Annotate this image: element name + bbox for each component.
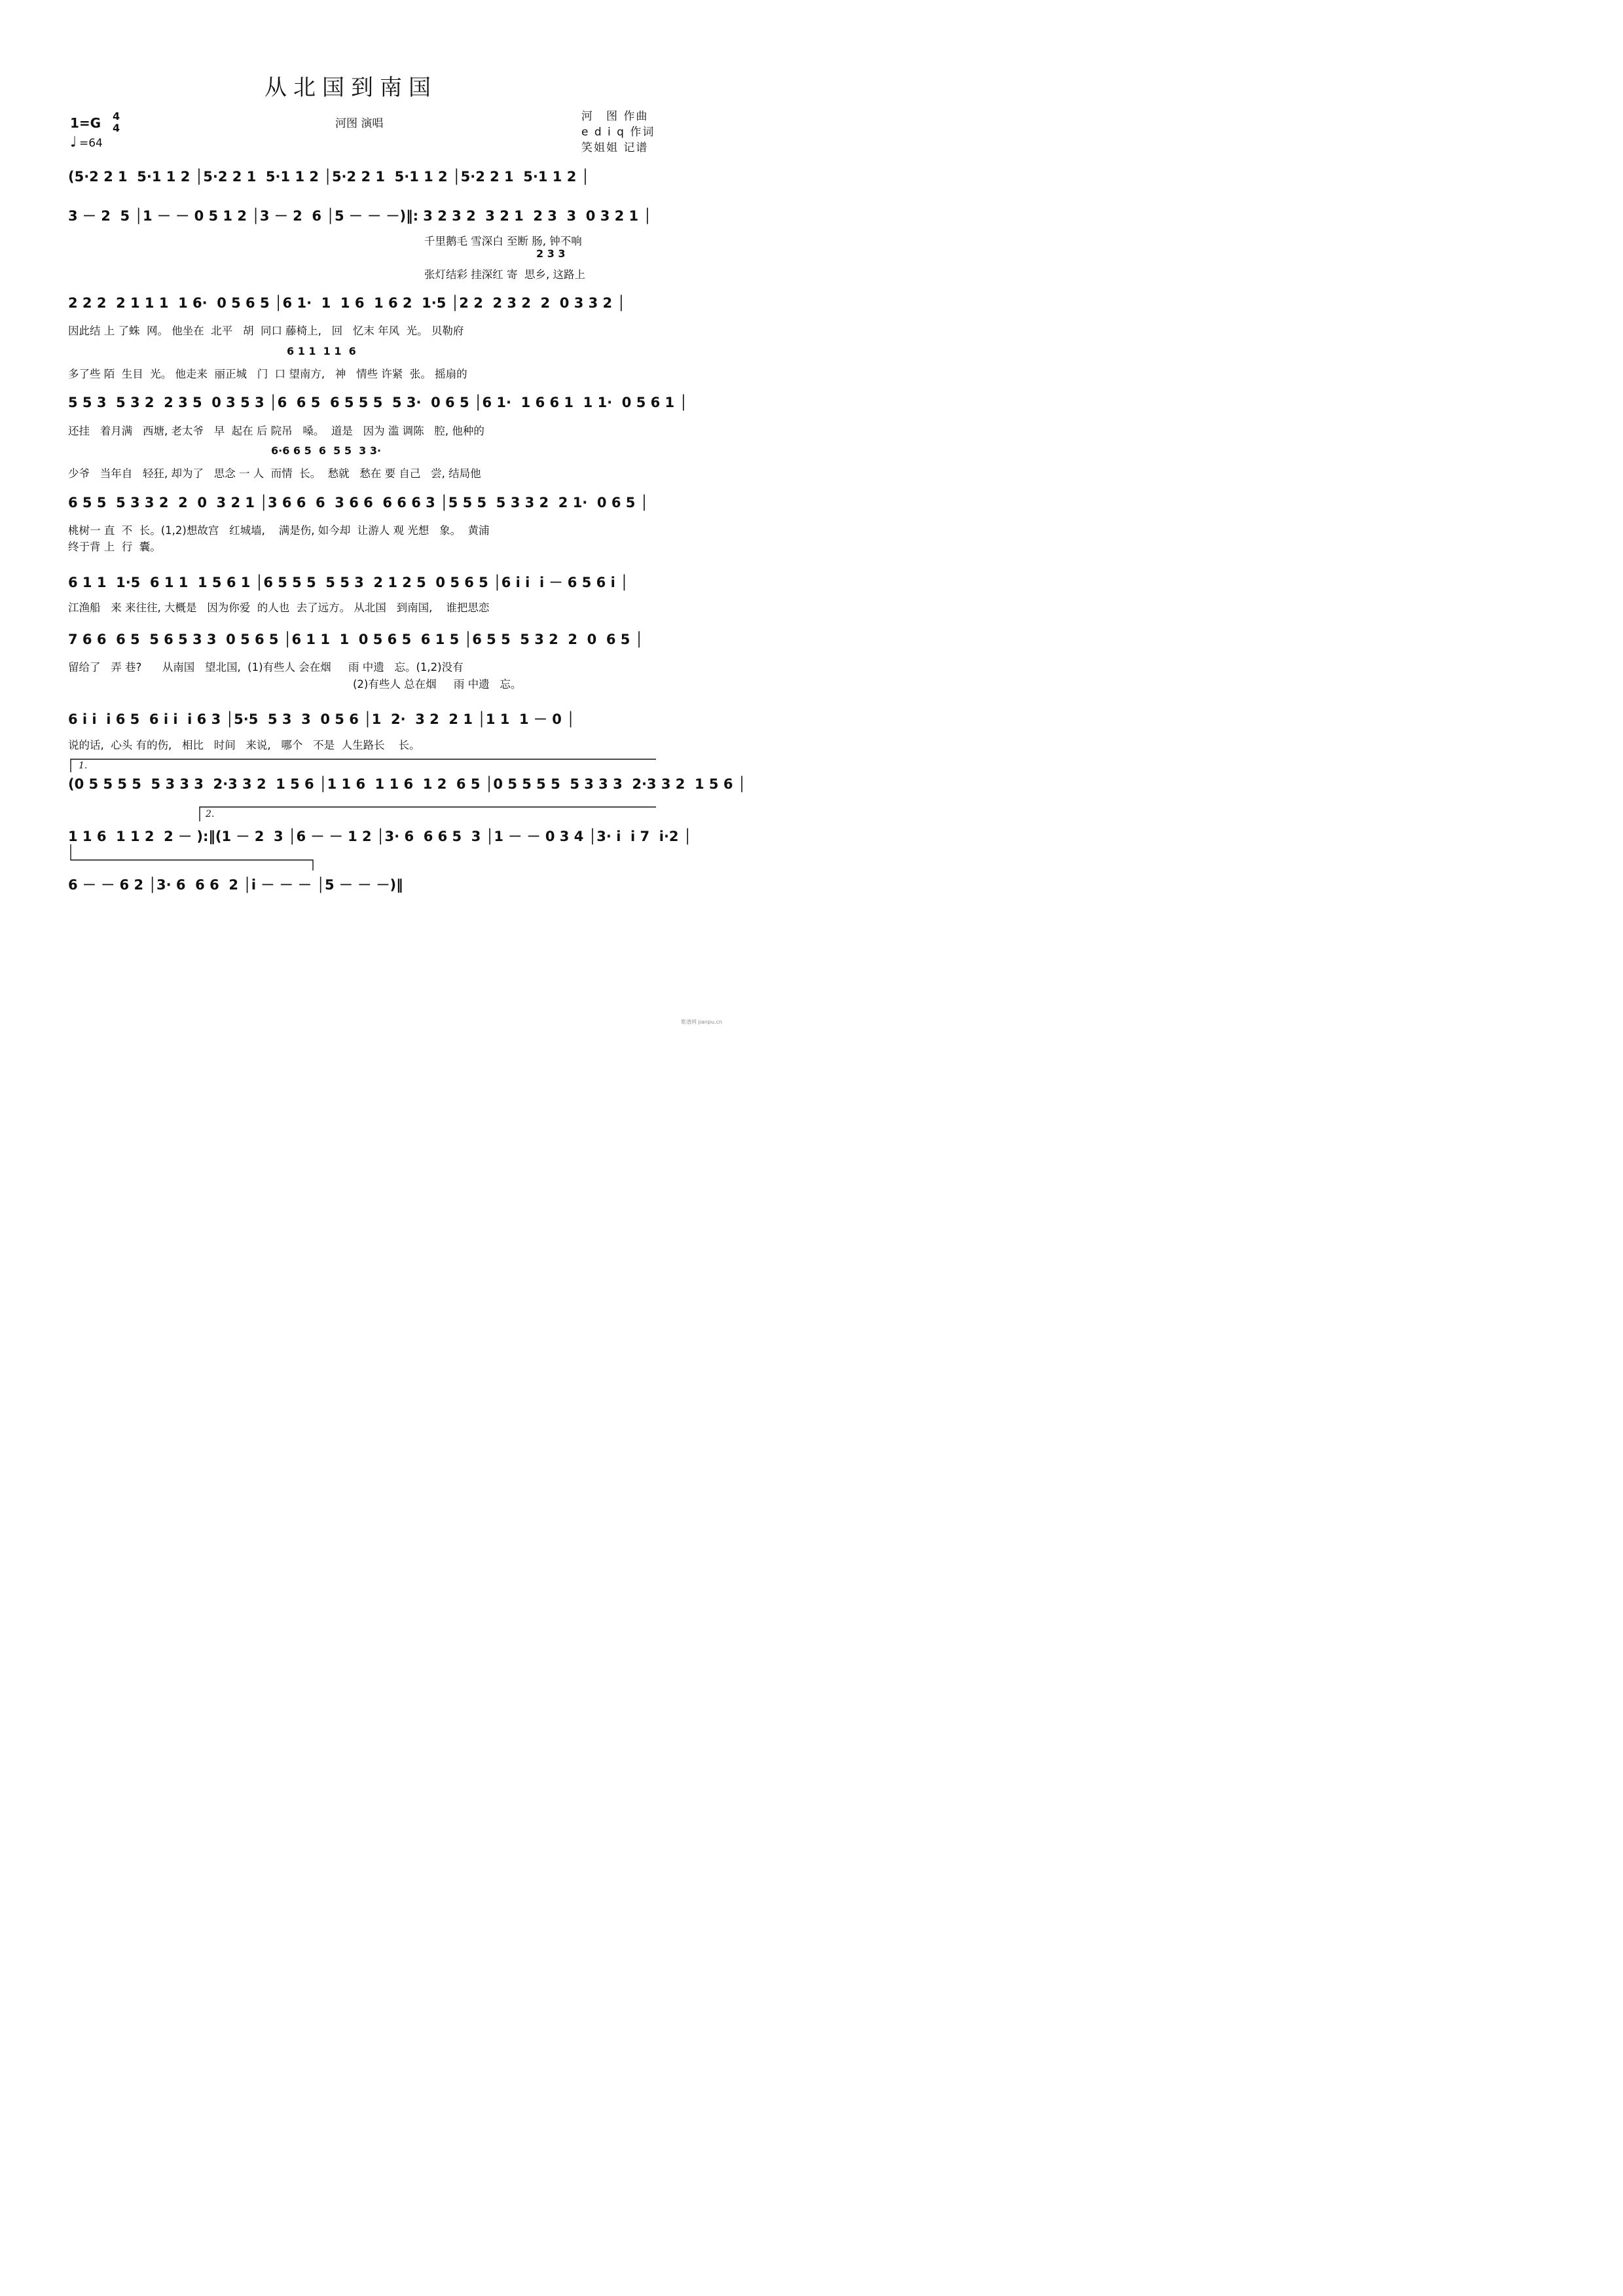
lyrics-row-6: 江渔船 来 来往往, 大概是 因为你爱 的人也 去了远方。 从北国 到南国, 谁把思恋 [68, 601, 490, 614]
lyrics-row-7-verse-2: (2)有些人 总在烟 雨 中遗 忘。 [353, 678, 522, 691]
lyrics-row-3-verse-2: 多了些 陌 生目 光。 他走来 丽正城 门 口 望南方, 神 情些 许紧 张。 摇扇的 [68, 368, 467, 380]
score-row-5-notes: 6 5 5 5 3 3 2 2 0 3 2 1 │3 6 6 6 3 6 6 6 6 6 3 │5 5 5 5 3 3 2 2 1· 0 6 5 │ [68, 495, 649, 511]
alt-notes-row-4: 6·6 6 5 6 5 5 3 3· [271, 444, 382, 457]
score-row-9-notes: (0 5 5 5 5 5 3 3 3 2·3 3 2 1 5 6 │1 1 6 1 1 6 1 2 6 5 │0 5 5 5 5 5 3 3 3 2·3 3 2 1 5 6 │ [68, 776, 746, 792]
score-row-10-notes: 1 1 6 1 1 2 2 － ):‖(1 － 2 3 │6 － － 1 2 │3· 6 6 6 5 3 │1 － － 0 3 4 │3· i i 7 i·2 │ [68, 829, 692, 844]
lyrics-row-2-verse-1: 千里鹅毛 雪深白 至断 肠, 钟不响 [424, 235, 582, 247]
lyrics-row-5-verse-1: 桃树一 直 不 长。(1,2)想故宫 红城墙, 满是伤, 如今却 让游人 观 光想 象。 黄浦 [68, 524, 490, 537]
time-signature-bottom: 4 [113, 122, 120, 134]
score-row-1-notes: (5·2 2 1 5·1 1 2 │5·2 2 1 5·1 1 2 │5·2 2 1 5·1 1 2 │5·2 2 1 5·1 1 2 │ [68, 169, 590, 185]
lyrics-row-5-verse-2: 终于背 上 行 囊。 [68, 541, 161, 553]
lyrics-row-4-verse-1: 还挂 着月满 西塘, 老太爷 早 起在 后 院吊 嗓。 道是 因为 滥 调陈 腔, 他种的 [68, 425, 484, 437]
volta-2-label: 2. [206, 809, 215, 819]
watermark: 歌谱网 jianpu.cn [681, 1019, 723, 1025]
score-row-3-notes: 2 2 2 2 1 1 1 1 6· 0 5 6 5 │6 1· 1 1 6 1 6 2 1·5 │2 2 2 3 2 2 0 3 3 2 │ [68, 295, 626, 311]
volta-1-label: 1. [79, 761, 88, 771]
score-row-8-notes: 6 i i i 6 5 6 i i i 6 3 │5·5 5 3 3 0 5 6 │1 2· 3 2 2 1 │1 1 1 － 0 │ [68, 711, 575, 727]
composer-credit: 河 图 作曲 [581, 110, 649, 123]
key-signature: 1=G [70, 115, 101, 131]
score-row-6-notes: 6 1 1 1·5 6 1 1 1 5 6 1 │6 5 5 5 5 5 3 2 1 2 5 0 5 6 5 │6 i i i － 6 5 6 i │ [68, 575, 629, 590]
score-row-4-notes: 5 5 3 5 3 2 2 3 5 0 3 5 3 │6 6 5 6 5 5 5 5 3· 0 6 5 │6 1· 1 6 6 1 1 1· 0 5 6 1 │ [68, 395, 688, 410]
performer: 河图 演唱 [335, 117, 384, 130]
score-row-7-notes: 7 6 6 6 5 5 6 5 3 3 0 5 6 5 │6 1 1 1 0 5 6 5 6 1 5 │6 5 5 5 3 2 2 0 6 5 │ [68, 632, 644, 647]
lyrics-row-8: 说的话, 心头 有的伤, 相比 时间 来说, 哪个 不是 人生路长 长。 [68, 739, 420, 751]
tempo-marking: =64 [79, 137, 103, 150]
score-row-11-notes: 6 － － 6 2 │3· 6 6 6 2 │i － － － │5 － － －)‖ [68, 877, 403, 893]
score-row-2-notes: 3 － 2 5 │1 － － 0 5 1 2 │3 － 2 6 │5 － － －)‖: 3 2 3 2 3 2 1 2 3 3 0 3 2 1 │ [68, 208, 652, 224]
transcriber-credit: 笑姐姐 记谱 [581, 141, 649, 154]
alt-notes-row-2: 2 3 3 [536, 247, 566, 260]
lyrics-row-4-verse-2: 少爷 当年自 轻狂, 却为了 思念 一 人 而情 长。 愁就 愁在 要 自己 尝, 结局他 [68, 467, 481, 480]
lyrics-row-3-verse-1: 因此结 上 了蛛 网。 他坐在 北平 胡 同口 藤椅上, 回 忆末 年风 光。 贝勒府 [68, 325, 464, 337]
page-title: 从北国到南国 [264, 75, 437, 101]
lyrics-row-2-verse-2: 张灯结彩 挂深红 寄 思乡, 这路上 [424, 268, 585, 281]
alt-notes-row-3: 6 1 1 1 1 6 [287, 345, 356, 357]
time-signature-top: 4 [113, 110, 120, 122]
quarter-note-icon: ♩ [70, 134, 77, 151]
lyrics-row-7-verse-1: 留给了 弄 巷? 从南国 望北国, (1)有些人 会在烟 雨 中遗 忘。(1,2)没有 [68, 661, 464, 673]
lyricist-credit: e d i q 作词 [581, 126, 655, 139]
